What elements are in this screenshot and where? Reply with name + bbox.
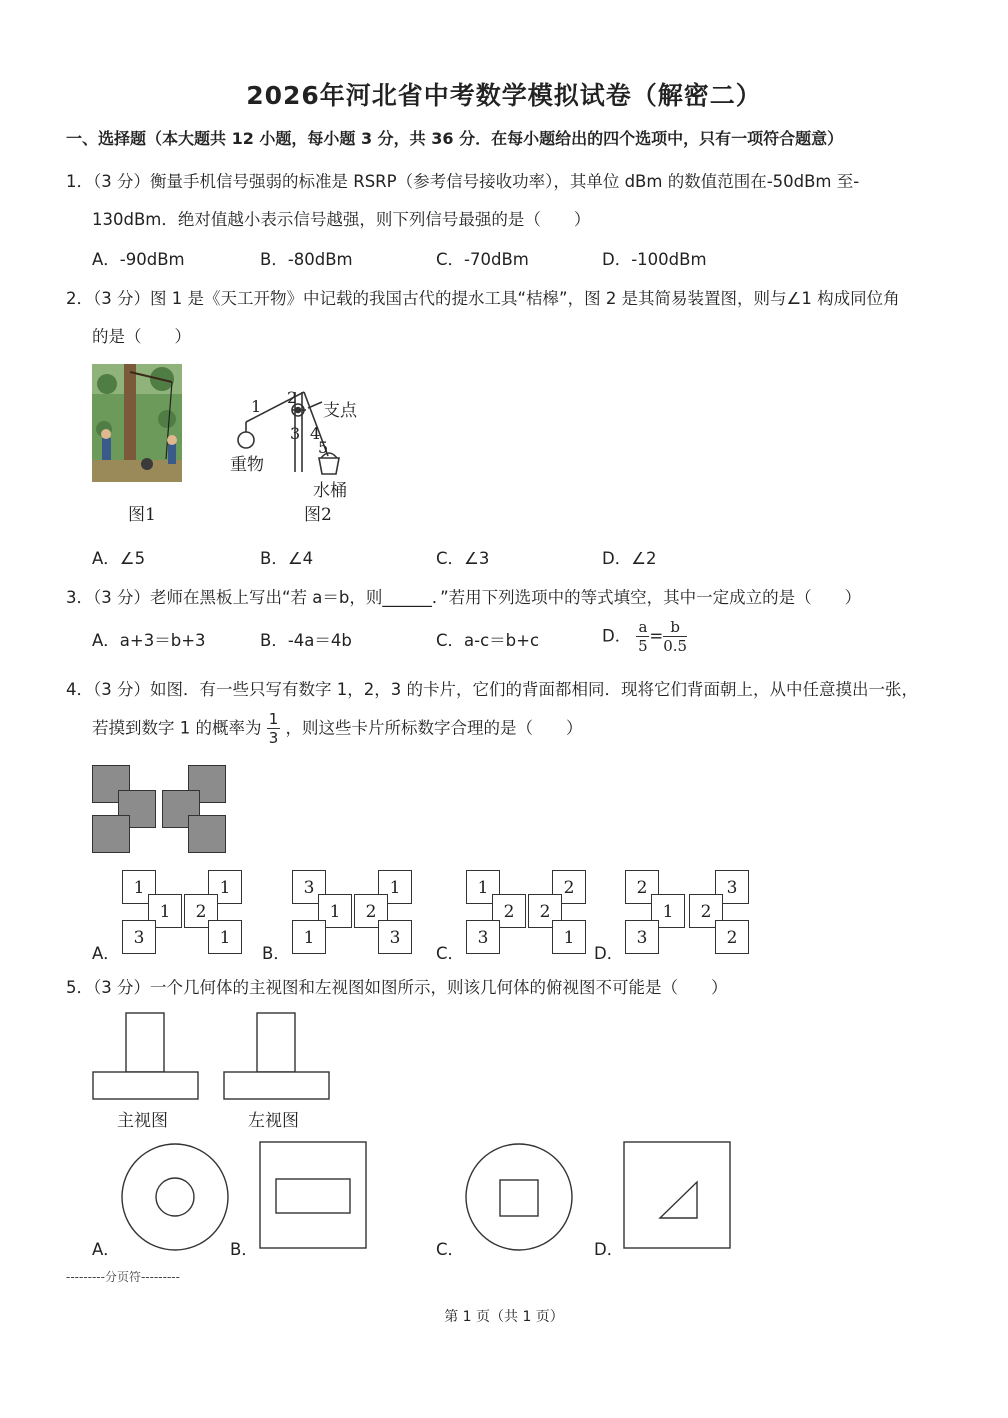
number-card: 3: [292, 870, 326, 904]
number-card: 1: [208, 870, 242, 904]
q5-front-view: [92, 1012, 200, 1102]
q4-card-backs: [92, 765, 232, 855]
number-card: 3: [625, 920, 659, 954]
q1-option-b: B．-80dBm: [260, 250, 353, 269]
q1-option-a: A．-90dBm: [92, 250, 185, 269]
q2-figure2-caption: 图2: [304, 505, 332, 525]
page-break-marker: ---------分页符---------: [66, 1270, 180, 1284]
number-card: 1: [378, 870, 412, 904]
q4-option-c-label: C．: [436, 944, 465, 963]
q4-probability-fraction: [267, 712, 281, 746]
q2-option-a: A．∠5: [92, 549, 146, 568]
q5-option-a-label: A．: [92, 1240, 120, 1259]
q4-line2: [92, 712, 583, 746]
q5-front-view-caption: 主视图: [117, 1111, 168, 1131]
number-card: 1: [466, 870, 500, 904]
fig2-label-fulcrum: 支点: [323, 401, 357, 421]
number-card: 1: [148, 894, 182, 928]
q4-option-c-cards: [466, 870, 590, 958]
q3-option-b: B．-4a＝4b: [260, 631, 352, 650]
section-heading: 一、选择题（本大题共 12 小题，每小题 3 分，共 36 分．在每小题给出的四个选项中，只有一项符合题意）: [66, 129, 844, 148]
number-card: 2: [715, 920, 749, 954]
q1-line1: 1．（3 分）衡量手机信号强弱的标准是 RSRP（参考信号接收功率），其单位 dBm 的数值范围在-50dBm 至-: [66, 172, 860, 191]
q5-option-c-figure: [462, 1140, 576, 1254]
q5-option-a-figure: [118, 1140, 232, 1254]
q1-option-c: C．-70dBm: [436, 250, 529, 269]
number-card: 1: [651, 894, 685, 928]
q3-option-d: [602, 620, 687, 654]
fig2-label-1: 1: [251, 397, 262, 416]
number-card: 3: [378, 920, 412, 954]
page-footer: 第 1 页（共 1 页）: [444, 1309, 564, 1325]
q3-option-d-den2: 0.5: [663, 637, 688, 655]
q4-option-b-label: B．: [262, 944, 290, 963]
q5-option-d-figure: [622, 1140, 734, 1252]
number-card: 1: [208, 920, 242, 954]
q5-option-b-label: B．: [230, 1240, 258, 1259]
q2-figure1-illustration: [92, 364, 182, 482]
card-back: [92, 815, 130, 853]
number-card: 1: [318, 894, 352, 928]
q2-option-b: B．∠4: [260, 549, 314, 568]
q3-option-d-equals: =: [649, 626, 664, 646]
q4-line1: 4．（3 分）如图．有一些只写有数字 1，2，3 的卡片，它们的背面都相同．现将它们背面朝上，从中任意摸出一张，: [66, 680, 918, 699]
number-card: 2: [492, 894, 526, 928]
fig2-label-bucket: 水桶: [313, 481, 347, 501]
fig2-label-4: 4: [310, 424, 321, 443]
number-card: 2: [184, 894, 218, 928]
number-card: 1: [552, 920, 586, 954]
q5-option-c-label: C．: [436, 1240, 465, 1259]
q2-option-d: D．∠2: [602, 549, 657, 568]
q3-option-a: A．a+3＝b+3: [92, 631, 206, 650]
q5-left-view-caption: 左视图: [248, 1111, 299, 1131]
q3-option-d-num2: b: [663, 620, 687, 637]
number-card: 2: [552, 870, 586, 904]
q4-frac-den: 3: [268, 729, 279, 747]
number-card: 2: [689, 894, 723, 928]
q4-line2-pre: 若摸到数字 1 的概率为: [92, 718, 262, 738]
q4-option-a-cards: [122, 870, 246, 958]
number-card: 2: [625, 870, 659, 904]
card-back: [188, 815, 226, 853]
q4-line2-post: ，则这些卡片所标数字合理的是（ ）: [285, 718, 583, 738]
q2-figure1-caption: 图1: [128, 505, 156, 525]
q3-line1: 3．（3 分）老师在黑板上写出“若 a＝b，则______．”若用下列选项中的等式填空，其中一定成立的是（ ）: [66, 588, 862, 607]
q2-option-c: C．∠3: [436, 549, 490, 568]
q4-option-d-cards: [625, 870, 749, 958]
number-card: 1: [292, 920, 326, 954]
q5-option-d-label: D．: [594, 1240, 624, 1259]
q5-line1: 5．（3 分）一个几何体的主视图和左视图如图所示，则该几何体的俯视图不可能是（ ）: [66, 978, 728, 997]
q2-line2: 的是（ ）: [92, 327, 191, 346]
number-card: 2: [354, 894, 388, 928]
q5-left-view: [223, 1012, 331, 1102]
q3-option-d-num1: a: [638, 618, 648, 636]
q3-option-d-den1: 5: [638, 637, 648, 655]
q4-option-b-cards: [292, 870, 416, 958]
q4-option-d-label: D．: [594, 944, 624, 963]
q3-option-d-prefix: D．: [602, 626, 632, 646]
number-card: 1: [122, 870, 156, 904]
number-card: 3: [715, 870, 749, 904]
fig2-label-3: 3: [290, 424, 301, 443]
q1-line2: 130dBm．绝对值越小表示信号越强，则下列信号最强的是（ ）: [92, 210, 591, 229]
page-title: 2026年河北省中考数学模拟试卷（解密二）: [246, 81, 762, 110]
q4-option-a-label: A．: [92, 944, 120, 963]
number-card: 3: [122, 920, 156, 954]
q5-option-b-figure: [258, 1140, 370, 1252]
fig2-label-2: 2: [287, 388, 298, 407]
fig2-label-weight: 重物: [230, 455, 264, 475]
q3-option-d-fraction-b: [663, 620, 687, 654]
q1-option-d: D．-100dBm: [602, 250, 707, 269]
number-card: 3: [466, 920, 500, 954]
q2-line1: 2．（3 分）图 1 是《天工开物》中记载的我国古代的提水工具“桔槔”，图 2 是其简易装置图，则与∠1 构成同位角: [66, 289, 900, 308]
number-card: 2: [528, 894, 562, 928]
q4-frac-num: 1: [268, 710, 279, 728]
q3-option-c: C．a-c＝b+c: [436, 631, 540, 650]
fig2-label-5: 5: [318, 438, 329, 457]
q3-option-d-fraction-a: [636, 620, 649, 654]
